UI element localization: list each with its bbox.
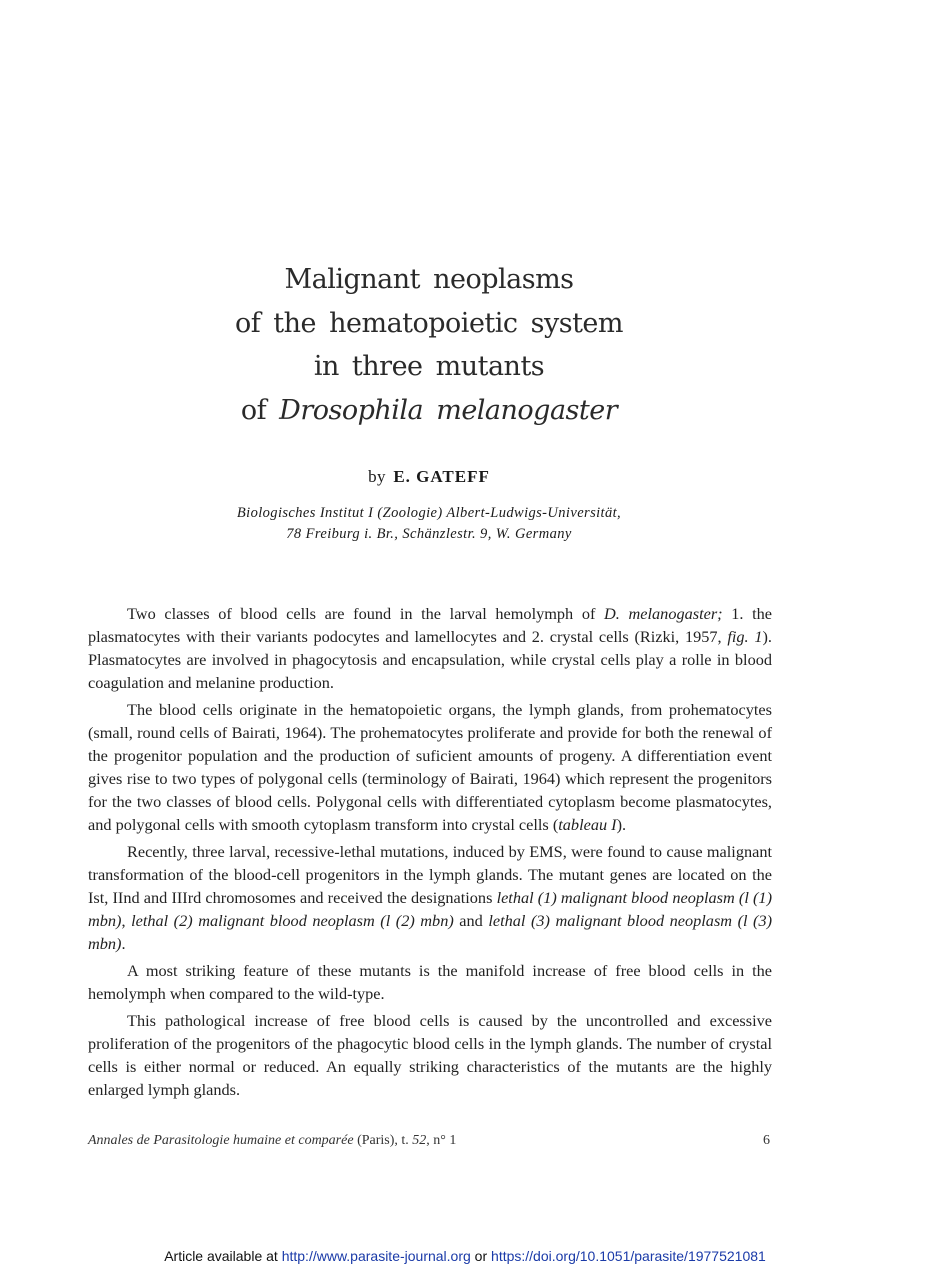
doi-link[interactable]: https://doi.org/10.1051/parasite/1977521081 — [491, 1248, 766, 1264]
paragraph-2 — [88, 698, 772, 836]
paragraph-3 — [88, 840, 772, 955]
page-number: 6 — [763, 1133, 770, 1148]
mutant-name-1: lethal (1) malignant blood neoplasm (l (1) mbn) — [88, 888, 772, 930]
paragraph-2-text-2: ). — [616, 815, 627, 834]
paragraph-3-text-4: . — [121, 934, 126, 953]
paragraph-1-species: D. melanogaster; — [604, 604, 723, 623]
paragraph-5: This pathological increase of free blood cells is caused by the uncontrolled and excessive proliferation of the progenitors of the phagocytic blood cells in the lymph glands. The number of crystal cells is either normal or reduced. An equally striking characteristics of the mutants are the highly enlarged lymph glands. — [88, 1011, 772, 1099]
title-line-2: of the hematopoietic system — [234, 307, 624, 339]
affiliation — [0, 503, 858, 545]
table-ref: tableau I — [558, 815, 617, 834]
paragraph-4: A most striking feature of these mutants is the manifold increase of free blood cells in the hemolymph when compared to the wild-type. — [88, 961, 772, 1003]
title-line-4-prefix: of — [240, 394, 267, 426]
affiliation-line-2: 78 Freiburg i. Br., Schänzlestr. 9, W. Germany — [286, 526, 572, 542]
paragraph-1-text: Two classes of blood cells are found in the larval hemolymph of — [127, 604, 605, 623]
journal-issue: , n° 1 — [426, 1133, 457, 1148]
affiliation-line-1: Biologisches Institut I (Zoologie) Albert-Ludwigs-Universität, — [236, 505, 622, 521]
article-body — [88, 602, 772, 1105]
paragraph-3-text: Recently, three larval, recessive-lethal mutations, induced by EMS, were found to cause malignant transformation of the blood-cell progenitors in the lymph glands. The mutant genes are located on the Ist, IInd and IIIrd chromosomes and received the designations — [88, 842, 772, 907]
paragraph-1-text-3: ). Plasmatocytes are involved in phagocytosis and encapsulation, while crystal cells play a rolle in blood coagulation and melanine production. — [88, 627, 772, 692]
journal-name: Annales de Parasitologie humaine et comparée — [88, 1133, 354, 1148]
paragraph-1-text-2: 1. the plasmatocytes with their variants podocytes and lamellocytes and 2. crystal cells (Rizki, 1957, — [88, 604, 772, 646]
author-name: E. GATEFF — [393, 467, 490, 486]
availability-middle: or — [470, 1248, 492, 1264]
journal-details: (Paris), t. — [353, 1133, 413, 1148]
paragraph-2-text: The blood cells originate in the hematopoietic organs, the lymph glands, from prohematocytes (small, round cells of Bairati, 1964). The prohematocytes proliferate and provide for both the renewal of the progenitor population and the production of suficient amounts of progeny. A differentiation event gives rise to two types of polygonal cells (terminology of Bairati, 1964) which represent the progenitors for the two classes of blood cells. Polygonal cells with differentiated cytoplasm become plasmatocytes, and polygonal cells with smooth cytoplasm transform into crystal cells ( — [88, 700, 772, 834]
figure-ref: fig. 1 — [727, 627, 763, 646]
paragraph-3-text-3: and — [453, 911, 489, 930]
journal-volume: 52 — [412, 1133, 427, 1148]
journal-citation — [88, 1133, 456, 1149]
byline — [0, 467, 858, 487]
byline-prefix: by — [368, 467, 386, 486]
title-line-1: Malignant neoplasms — [284, 264, 574, 295]
mutant-name-2: lethal (2) malignant blood neoplasm (l (2) mbn) — [131, 911, 454, 930]
title-species: Drosophila melanogaster — [279, 394, 618, 426]
availability-prefix: Article available at — [164, 1248, 282, 1264]
paragraph-3-text-2: , — [121, 911, 132, 930]
paragraph-1 — [88, 602, 772, 694]
availability-notice — [0, 1248, 930, 1264]
journal-link[interactable]: http://www.parasite-journal.org — [281, 1248, 471, 1264]
title-line-3: in three mutants — [313, 351, 545, 382]
title-line-4 — [0, 389, 858, 433]
article-title — [0, 258, 858, 432]
mutant-name-3: lethal (3) malignant blood neoplasm (l (3) mbn) — [88, 911, 773, 953]
